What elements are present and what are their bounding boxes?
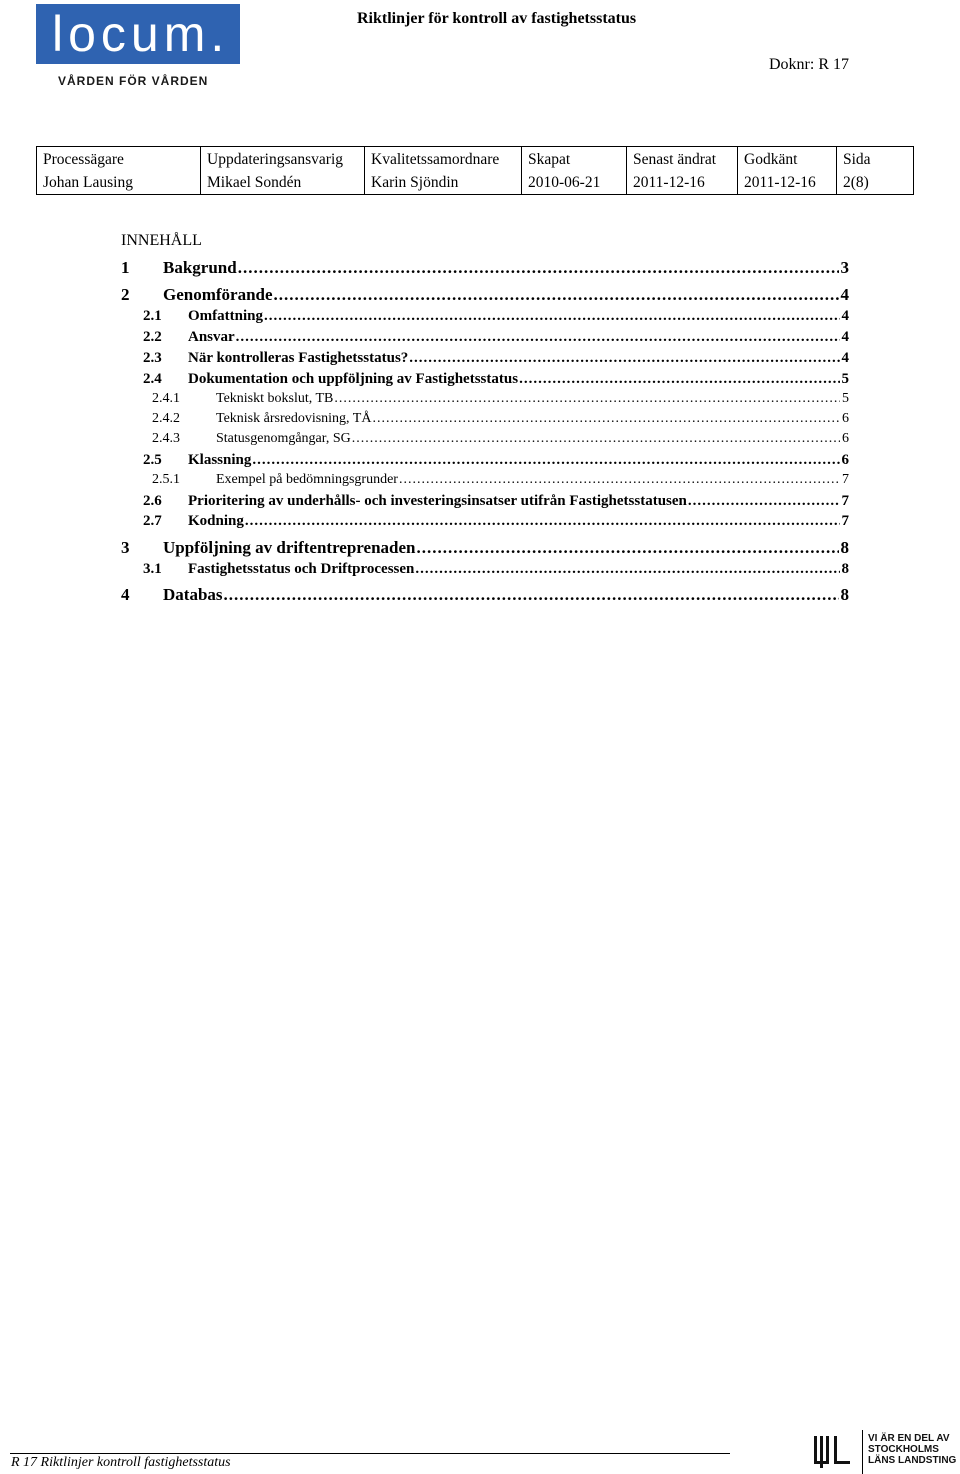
toc-label: Omfattning (188, 308, 263, 324)
toc-label: Dokumentation och uppföljning av Fastighetsstatus (188, 371, 519, 387)
meta-value-cell: Johan Lausing (37, 171, 201, 195)
meta-header-cell: Uppdateringsansvarig (201, 147, 365, 172)
meta-header-cell: Kvalitetssamordnare (365, 147, 522, 172)
toc-entry[interactable] (121, 285, 849, 305)
toc-label: Prioritering av underhålls- och investeringsinsatser utifrån Fastighetsstatusen (188, 493, 687, 509)
toc-label: Genomförande (163, 285, 273, 304)
meta-header-cell: Godkänt (738, 147, 837, 172)
meta-header-cell: Senast ändrat (627, 147, 738, 172)
toc-label: När kontrolleras Fastighetsstatus? (188, 350, 409, 366)
toc-page: 7 (841, 493, 849, 509)
meta-value-cell: 2011-12-16 (627, 171, 738, 195)
footer-document-name: R 17 Riktlinjer kontroll fastighetsstatus (11, 1455, 231, 1470)
toc-entry[interactable] (152, 431, 849, 447)
toc-entry[interactable] (143, 452, 849, 469)
toc-number: 2.2 (143, 329, 162, 345)
toc-page: 7 (841, 513, 849, 529)
meta-header-cell: Skapat (522, 147, 627, 172)
sll-line: STOCKHOLMS (868, 1444, 939, 1455)
toc-page: 6 (842, 431, 849, 446)
toc-page: 4 (841, 308, 849, 324)
toc-entry[interactable] (143, 308, 849, 325)
sll-logo (812, 1430, 960, 1474)
toc-heading: INNEHÅLL (121, 232, 202, 249)
toc-number: 4 (121, 585, 130, 604)
toc-number: 2.1 (143, 308, 162, 324)
locum-logo: locum. (36, 4, 240, 64)
toc-label: Tekniskt bokslut, TB (216, 391, 334, 406)
toc-entry[interactable] (121, 258, 849, 278)
toc-label: Klassning (188, 452, 252, 468)
toc-number: 1 (121, 258, 130, 277)
toc-page: 3 (840, 258, 849, 277)
document-meta-table (36, 146, 914, 195)
toc-page: 4 (840, 285, 849, 304)
toc-page: 8 (841, 561, 849, 577)
toc-page: 6 (841, 452, 849, 468)
meta-header-cell: Sida (837, 147, 914, 172)
toc-number: 3.1 (143, 561, 162, 577)
toc-entry[interactable] (143, 350, 849, 367)
footer-divider (10, 1453, 730, 1454)
toc-number: 2.7 (143, 513, 162, 529)
toc-entry[interactable] (143, 371, 849, 388)
toc-page: 5 (842, 391, 849, 406)
toc-label: Ansvar (188, 329, 235, 345)
toc-label: Fastighetsstatus och Driftprocessen (188, 561, 415, 577)
logo-tagline: VÅRDEN FÖR VÅRDEN (58, 74, 209, 88)
toc-label: Databas (163, 585, 223, 604)
toc-number: 2.4 (143, 371, 162, 387)
toc-entry[interactable] (121, 585, 849, 605)
toc-label: Statusgenomgångar, SG (216, 431, 351, 446)
toc-number: 2 (121, 285, 130, 304)
toc-number: 2.4.3 (152, 431, 180, 446)
toc-label: Teknisk årsredovisning, TÅ (216, 411, 372, 426)
toc-entry[interactable] (143, 513, 849, 530)
meta-value-cell: 2011-12-16 (738, 171, 837, 195)
toc-entry[interactable] (152, 391, 849, 407)
meta-value-row (37, 171, 914, 195)
toc-number: 2.4.1 (152, 391, 180, 406)
toc-number: 2.6 (143, 493, 162, 509)
toc-entry[interactable] (152, 472, 849, 488)
toc-entry[interactable] (121, 538, 849, 558)
toc-page: 8 (840, 538, 849, 557)
document-title: Riktlinjer för kontroll av fastighetsstatus (357, 10, 637, 27)
meta-value-cell: 2010-06-21 (522, 171, 627, 195)
toc-number: 3 (121, 538, 130, 557)
meta-header-row (37, 147, 914, 172)
meta-header-cell: Processägare (37, 147, 201, 172)
toc-entry[interactable] (143, 329, 849, 346)
toc-label: Exempel på bedömningsgrunder (216, 472, 398, 487)
toc-entry[interactable] (143, 561, 849, 578)
sll-text (868, 1433, 956, 1466)
toc-entry[interactable] (143, 493, 849, 510)
toc-page: 7 (842, 472, 849, 487)
toc-page: 5 (841, 371, 849, 387)
toc-page: 6 (842, 411, 849, 426)
document-number: Doknr: R 17 (769, 56, 849, 73)
toc-number: 2.3 (143, 350, 162, 366)
toc-label: Uppföljning av driftentreprenaden (163, 538, 416, 557)
toc-number: 2.4.2 (152, 411, 180, 426)
sll-line: VI ÄR EN DEL AV (868, 1433, 950, 1444)
meta-value-cell: 2(8) (837, 171, 914, 195)
toc-number: 2.5.1 (152, 472, 180, 487)
meta-value-cell: Karin Sjöndin (365, 171, 522, 195)
toc-entry[interactable] (152, 411, 849, 427)
toc-label: Kodning (188, 513, 244, 529)
toc-page: 8 (840, 585, 849, 604)
sll-divider (862, 1430, 863, 1474)
toc-number: 2.5 (143, 452, 162, 468)
toc-label: Bakgrund (163, 258, 237, 277)
toc-page: 4 (841, 350, 849, 366)
meta-value-cell: Mikael Sondén (201, 171, 365, 195)
toc-page: 4 (841, 329, 849, 345)
sll-mark-icon (812, 1436, 852, 1468)
sll-line: LÄNS LANDSTING (868, 1455, 957, 1466)
